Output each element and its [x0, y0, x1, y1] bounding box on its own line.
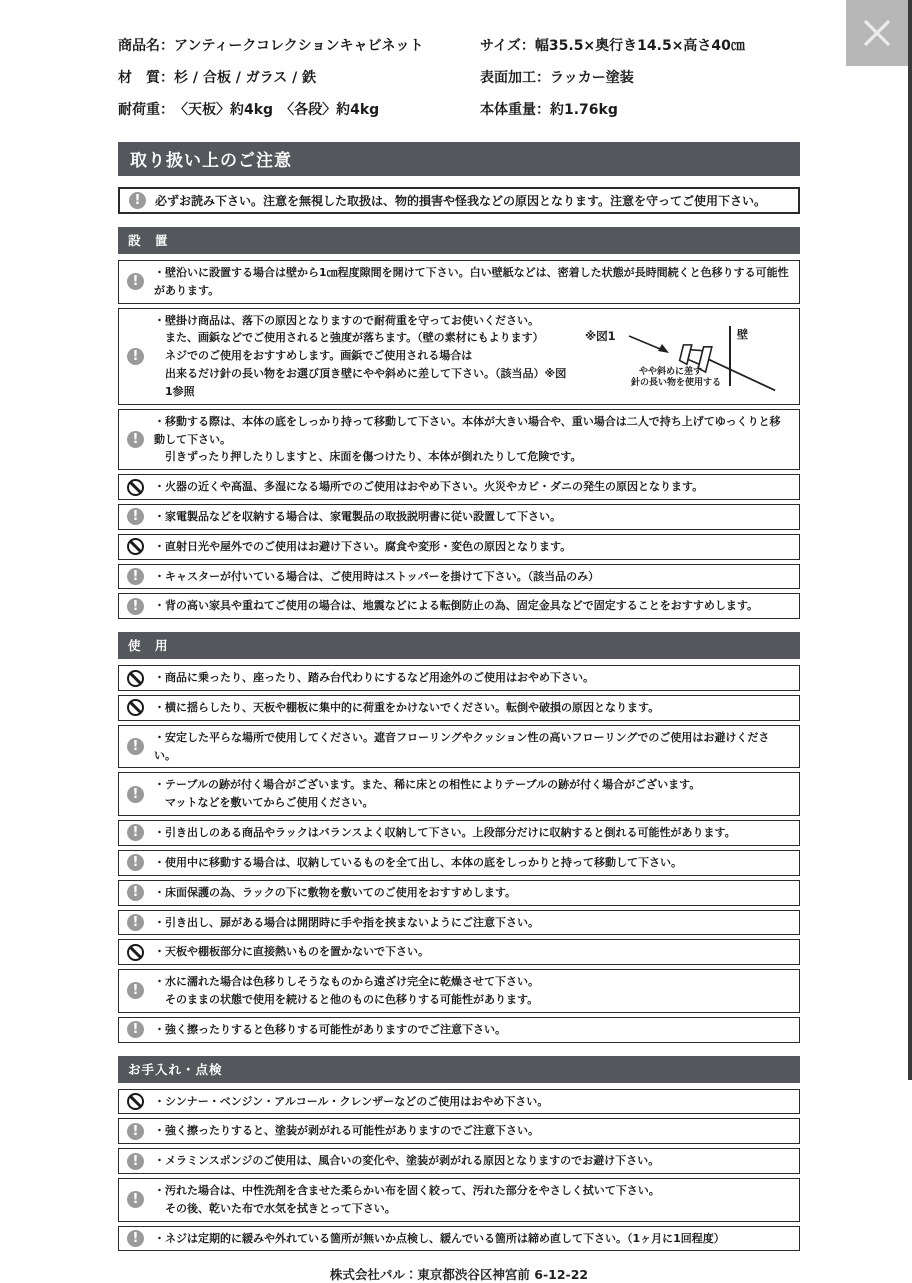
precaution-line: ・引き出しのある商品やラックはバランスよく収納して下さい。上段部分だけに収納すると倒れる可能性があります。: [154, 826, 736, 840]
spec-colon: ：: [520, 38, 535, 54]
exclamation-circle-icon: [127, 914, 144, 931]
precaution-line: マットなどを敷いてからご使用ください。: [165, 796, 374, 810]
exclamation-circle-icon: [127, 1021, 144, 1038]
prohibition-circle-icon: [127, 699, 144, 716]
figure-caption-2: 針の長い物を使用する: [631, 378, 722, 389]
spec-row: [118, 62, 480, 94]
spec-label: 商品名: [118, 38, 160, 54]
precaution-line: ・移動する際は、本体の底をしっかり持って移動して下さい。本体が大きい場合や、重い場合は二人で持ち上げてゆっくりと移動して下さい。: [154, 414, 781, 446]
precaution-text: [154, 538, 791, 556]
spec-label: 表面加工: [480, 70, 536, 86]
close-x-icon: [860, 16, 894, 50]
exclamation-circle-icon: [127, 786, 144, 803]
precaution-line: ・メラミンスポンジのご使用は、風合いの変化や、塗装が剥がれる原因となりますのでお避け下さい。: [154, 1154, 660, 1168]
section-rows: [118, 1089, 800, 1252]
spec-label: 耐荷重: [118, 102, 160, 118]
precaution-row: [118, 939, 800, 965]
exclamation-circle-icon: [127, 348, 144, 365]
figure-wall-label: 壁: [737, 328, 748, 342]
precaution-line: ・テーブルの跡が付く場合がございます。また、稀に床との相性によりテーブルの跡が付く場合がございます。: [154, 778, 701, 792]
precaution-line: そのままの状態で使用を続けると他のものに色移りする可能性があります。: [165, 992, 539, 1006]
spec-value: 約1.76kg: [550, 102, 618, 118]
precaution-text: [154, 568, 791, 586]
product-spec-block: [118, 0, 800, 126]
precaution-row: [118, 474, 800, 500]
precaution-line: ・ネジは定期的に緩みや外れている箇所が無いか点検し、緩んでいる箇所は締め直して下さい。（1ヶ月に1回程度）: [154, 1231, 725, 1245]
precaution-line: ネジでのご使用をおすすめします。画鋲でご使用される場合は: [165, 349, 473, 363]
precaution-text: [154, 854, 791, 872]
precaution-text: [154, 973, 791, 1009]
precaution-text: [154, 1093, 791, 1111]
company-footer: 株式会社パル：東京都渋谷区神宮前 6-12-22: [329, 1267, 589, 1283]
precaution-row: [118, 593, 800, 619]
precaution-row: [118, 850, 800, 876]
precaution-line: ・安定した平らな場所で使用してください。遮音フローリングやクッション性の高いフローリングでのご使用はお避けください。: [154, 730, 770, 762]
precaution-text: [154, 699, 791, 717]
precaution-line: ・キャスターが付いている場合は、ご使用時はストッパーを掛けて下さい。（該当品のみ）: [154, 569, 600, 583]
main-title-bar: [118, 142, 800, 176]
spec-row: [480, 94, 800, 126]
precaution-text: [154, 1152, 791, 1170]
spec-colon: ：: [160, 70, 174, 86]
precaution-text: [154, 884, 791, 902]
spec-value: 〈天板〉約4kg 〈各段〉約4kg: [174, 102, 380, 118]
precaution-line: ・引き出し、扉がある場合は開閉時に手や指を挟まないようにご注意下さい。: [154, 915, 539, 929]
precaution-row: [118, 772, 800, 816]
sections-container: [118, 227, 800, 1251]
precaution-text: [154, 776, 791, 812]
precaution-text: [154, 478, 791, 496]
prohibition-circle-icon: [127, 538, 144, 555]
precaution-line: その後、乾いた布で水気を拭きとって下さい。: [165, 1201, 396, 1215]
exclamation-circle-icon: [127, 982, 144, 999]
spec-column-right: [480, 30, 800, 126]
exclamation-circle-icon: [127, 568, 144, 585]
precaution-line: ・家電製品などを収納する場合は、家電製品の取扱説明書に従い設置して下さい。: [154, 509, 561, 523]
spec-label: 材 質: [118, 70, 160, 86]
exclamation-circle-icon: [127, 431, 144, 448]
exclamation-circle-icon: [127, 508, 144, 525]
figure-caption-1: やや斜めに差す: [639, 367, 703, 378]
spec-column-left: [118, 30, 480, 126]
exclamation-circle-icon: [127, 738, 144, 755]
precaution-row: [118, 504, 800, 530]
precaution-row: [118, 665, 800, 691]
precaution-line: 引きずったり押したりしますと、床面を傷つけたり、本体が倒れたりして危険です。: [165, 450, 582, 464]
precaution-text: [154, 1182, 791, 1218]
spec-row: [480, 62, 800, 94]
precaution-text: [154, 508, 791, 526]
precaution-row: [118, 1118, 800, 1144]
precaution-text: [154, 264, 791, 300]
main-title: 取り扱い上のご注意: [130, 151, 292, 171]
precaution-line: ・強く擦ったりすると色移りする可能性がありますのでご注意下さい。: [154, 1022, 506, 1036]
precaution-text: [154, 413, 791, 466]
precaution-line: また、画鋲などでご使用されると強度が落ちます。（壁の素材にもよります）: [165, 331, 544, 345]
exclamation-circle-icon: [127, 854, 144, 871]
spec-row: [480, 30, 800, 62]
precaution-row: [118, 880, 800, 906]
precaution-line: ・シンナー・ベンジン・アルコール・クレンザーなどのご使用はおやめ下さい。: [154, 1094, 549, 1108]
precaution-text: [154, 824, 791, 842]
section-rows: [118, 665, 800, 1042]
precaution-row: [118, 820, 800, 846]
precaution-row: [118, 409, 800, 470]
precaution-line: ・強く擦ったりすると、塗装が剥がれる可能性がありますのでご注意下さい。: [154, 1124, 539, 1138]
exclamation-circle-icon: [127, 1123, 144, 1140]
precaution-text: [154, 914, 791, 932]
spec-colon: ：: [160, 38, 174, 54]
spec-row: [118, 94, 480, 126]
precaution-row: [118, 725, 800, 769]
spec-value: 杉 / 合板 / ガラス / 鉄: [174, 70, 317, 86]
precaution-text: [154, 1230, 791, 1248]
precaution-text: [154, 1122, 791, 1140]
precaution-line: ・天板や棚板部分に直接熱いものを置かないで下さい。: [154, 945, 429, 959]
precaution-text: [154, 943, 791, 961]
precaution-line: ・床面保護の為、ラックの下に敷物を敷いてのご使用をおすすめします。: [154, 885, 517, 899]
precaution-line: ・使用中に移動する場合は、収納しているものを全て出し、本体の底をしっかりと持って移動して下さい。: [154, 855, 682, 869]
spec-row: [118, 30, 480, 62]
section-rows: [118, 260, 800, 619]
precaution-row: [118, 969, 800, 1013]
precaution-line: 出来るだけ針の長い物をお選び頂き壁にやや斜めに差して下さい。（該当品）※図1参照: [165, 367, 567, 398]
precaution-line: ・壁掛け商品は、落下の原因となりますので耐荷重を守ってお使いください。: [154, 313, 539, 327]
pushpin-figure: [577, 324, 791, 388]
precaution-section: [118, 632, 800, 1042]
precaution-text: [154, 729, 791, 765]
precaution-text: [154, 597, 791, 615]
spec-colon: ：: [536, 70, 550, 86]
precaution-row: [118, 260, 800, 304]
prohibition-circle-icon: [127, 1093, 144, 1110]
precaution-row: [118, 1148, 800, 1174]
precaution-line: ・直射日光や屋外でのご使用はお避け下さい。腐食や変形・変色の原因となります。: [154, 539, 572, 553]
exclamation-circle-icon: [127, 884, 144, 901]
precaution-row: [118, 1017, 800, 1043]
precaution-line: ・汚れた場合は、中性洗剤を含ませた柔らかい布を固く絞って、汚れた部分をやさしく拭いて下さい。: [154, 1184, 660, 1197]
spec-colon: ：: [536, 102, 550, 118]
precaution-row: [118, 534, 800, 560]
exclamation-circle-icon: [127, 1230, 144, 1247]
spec-value: アンティークコレクションキャビネット: [174, 38, 424, 54]
section-header: 設 置: [118, 227, 800, 254]
precaution-row: [118, 910, 800, 936]
notice-text: 必ずお読み下さい。注意を無視した取扱は、物的損害や怪我などの原因となります。注意を守ってご使用下さい。: [155, 194, 767, 208]
viewer-edge-strip: [908, 0, 912, 1080]
precaution-text: [154, 669, 791, 687]
section-header: お手入れ・点検: [118, 1056, 800, 1083]
exclamation-circle-icon: [127, 1153, 144, 1170]
close-button[interactable]: [846, 0, 908, 66]
precaution-row: [118, 1226, 800, 1252]
precaution-line: ・水に濡れた場合は色移りしそうなものから遠ざけ完全に乾燥させて下さい。: [154, 975, 539, 989]
precaution-row: [118, 1178, 800, 1222]
exclamation-circle-icon: [127, 1191, 144, 1208]
spec-value: 幅35.5×奥行き14.5×高さ40㎝: [534, 38, 745, 54]
precaution-line: ・壁沿いに設置する場合は壁から1㎝程度隙間を開けて下さい。白い壁紙などは、密着した状態が長時間続くと色移りする可能性があります。: [154, 266, 789, 297]
precaution-line: ・商品に乗ったり、座ったり、踏み台代わりにするなど用途外のご使用はおやめ下さい。: [154, 671, 594, 685]
section-header: 使 用: [118, 632, 800, 659]
precaution-row: [118, 695, 800, 721]
precaution-text: [154, 312, 567, 401]
spec-value: ラッカー塗装: [550, 70, 634, 86]
must-read-notice: [118, 187, 800, 214]
precaution-text: [154, 1021, 791, 1039]
precaution-row: [118, 1089, 800, 1115]
spec-label: サイズ: [480, 38, 521, 54]
precaution-line: ・横に揺らしたり、天板や棚板に集中的に荷重をかけないでください。転倒や破損の原因となります。: [154, 701, 660, 714]
precaution-line: ・背の高い家具や重ねてご使用の場合は、地震などによる転倒防止の為、固定金具などで固定することをおすすめします。: [154, 599, 758, 613]
precaution-line: ・火器の近くや高温、多湿になる場所でのご使用はおやめ下さい。火災やカビ・ダニの発生の原因となります。: [154, 480, 704, 494]
prohibition-circle-icon: [127, 670, 144, 687]
precaution-section: [118, 227, 800, 619]
exclamation-circle-icon: [127, 273, 144, 290]
figure-label: ※図1: [585, 329, 616, 344]
exclamation-circle-icon: [129, 192, 146, 209]
precaution-row: [118, 308, 800, 405]
spec-colon: ：: [160, 102, 174, 118]
precaution-section: [118, 1056, 800, 1252]
instruction-sheet: [118, 0, 800, 1283]
exclamation-circle-icon: [127, 598, 144, 615]
spec-label: 本体重量: [480, 102, 536, 118]
precaution-row: [118, 564, 800, 590]
exclamation-circle-icon: [127, 824, 144, 841]
prohibition-circle-icon: [127, 479, 144, 496]
prohibition-circle-icon: [127, 944, 144, 961]
